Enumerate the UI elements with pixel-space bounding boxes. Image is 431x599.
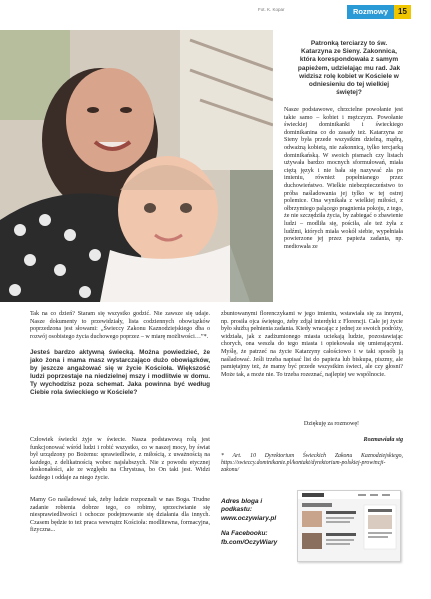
page-number: 15 bbox=[394, 5, 411, 19]
answer-imitation: Mamy Go naśladować tak, żeby ludzie rozpoznali w nas Boga. Trudne zadanie robienia dobrze tego, co robimy, sprzeciwianie się niesprawiedliwości i ochocze podejmowanie się działania dla innych. Czasem będzie to też praca wewnątrz Kościoła: modlitewna, formacyjna, fizyczna... bbox=[30, 497, 210, 534]
blog-link[interactable]: www.oczywiary.pl bbox=[221, 514, 277, 522]
photo-credit: Fot. K. Kopar bbox=[258, 7, 285, 12]
photo-illustration bbox=[0, 30, 273, 302]
blog-label: Adres bloga i podkastu: bbox=[221, 498, 263, 514]
section-tag bbox=[347, 5, 411, 19]
interviewer-signature: Rozmawiała stg bbox=[363, 437, 403, 443]
blog-screenshot-thumbnail bbox=[297, 490, 401, 562]
footnote: * Art. 10 Dyrektorium Świeckich Zakonu Kaznodziejskiego, https://swieccy.dominikanie.pl/kontakt/dyrektorium-polskiej-prowincji-zakonu/ bbox=[221, 453, 403, 474]
blog-thumbnail-illustration bbox=[298, 491, 400, 561]
question-role-of-laity: Jesteś bardzo aktywną świecką. Można powiedzieć, że jako żona i mama masz wystarczająco dużo obowiązków, by jeszcze angażować się w życie Kościoła. Większość ludzi poprzestaje na niedzielnej mszy i modlitwie w domu. Ty wychodzisz poza schemat. Jaka powinna być według Ciebie rola świeckiego w Kościele? bbox=[30, 349, 210, 396]
answer-daily-life: Tak na co dzień? Staram się wszystko godzić. Nie zawsze się udaje. Nasze dokumenty to przewidziały, lista codziennych obowiązków poprzedzona jest słowami: „Świeccy Zakonu Kaznodziejskiego dba o rozwój osobistego życia duchowego poprzez – w miarę możliwości…”*. bbox=[30, 311, 210, 340]
mother-baby-photo bbox=[0, 30, 273, 302]
section-label: Rozmowy bbox=[347, 5, 394, 19]
answer-katarzyna-continued: zbuntowanymi florenczykami w jego imieniu, wstawiała się za innymi, np. prosiła ojca świętego, żeby zdjął interdykt z Florencji. Całe jej życie było służbą pełnienia zadania. Kiedy wracając z jednej ze swoich podróży, widziała, jak z zadżumionego miasta uciekają ludzie, pozostawiając chorych, ona weszła do tego miasta i opiekowała się umierającymi. Myślę, że patrzeć na życie Katarzyny całościowo i w taki sposób ją naśladować. Jeśli trzeba napisać list do papieża lub biskupa, piszmy, ale pamiętajmy też, że mamy być przede wszystkim świeci, ale czy głosni? Może tak, a może nie. To trzeba rozeznać, najlepiej we wspólnocie. bbox=[221, 311, 403, 378]
contact-block bbox=[221, 498, 293, 547]
thanks: Dziękuję za rozmowę! bbox=[303, 421, 360, 427]
facebook-label: Na Facebooku: bbox=[221, 530, 268, 538]
question-katarzyna: Patronką terciarzy to św. Katarzyna ze Sieny. Zakonnica, która korespondowała z samym papieżem, udzielając mu rad. Jak widzisz rolę kobiet w Kościele w odniesieniu do tej wielkiej świętej? bbox=[297, 40, 401, 97]
facebook-link[interactable]: fb.com/OczyWiary bbox=[221, 538, 278, 546]
answer-katarzyna: Nasze podstawowe, chrzcielne powołanie jest takie samo – kobiet i mężczyzn. Powołanie świeckiej dominikanki i świeckiego dominikanina co do zasady też. Katarzyna ze Sieny była przede wszystkim dzielną, mądrą, odważną kobietą, nie zakonnicą, tylko tercjarką dominikańską. W swoich pismach czy listach używała bardzo mocnych sformułowań, miała ciężą język i nie bała się nazywać zła po imieniu, również popełnianego przez duchowieństwo. Wielkie niebezpieczeństwo to próba naśladowania jej tylko w tej ostrej polemice. Ona wynikała z wielkiej miłości, z ołbrzymiego palącego pragnienia pokoju, z tego, że nie szczędziła życia, by zabiegać o zbawienie ludzi – modliła się, pościła, ale też żyła z ludźmi, których miała wokół siebie, wypełniała powierzone jej przez papieża zadania, np. mediowała ze bbox=[284, 107, 403, 250]
answer-role-of-laity: Człowiek świecki żyje w świecie. Nasza podstawową rolą jest funkcjonować wśród ludzi i robić wszystko, co w naszej mocy, by świat był urządzony po Bożemu: sprawiedliwie, z miłością, z uważnością na każdego, z delikatnością wobec najsłabszych. Nie z powodu etycznej doskonałości, ale ze względu na Chrystusa, bo On taki jest. Widzi każdego i oddaje za niego życie. bbox=[30, 437, 210, 481]
